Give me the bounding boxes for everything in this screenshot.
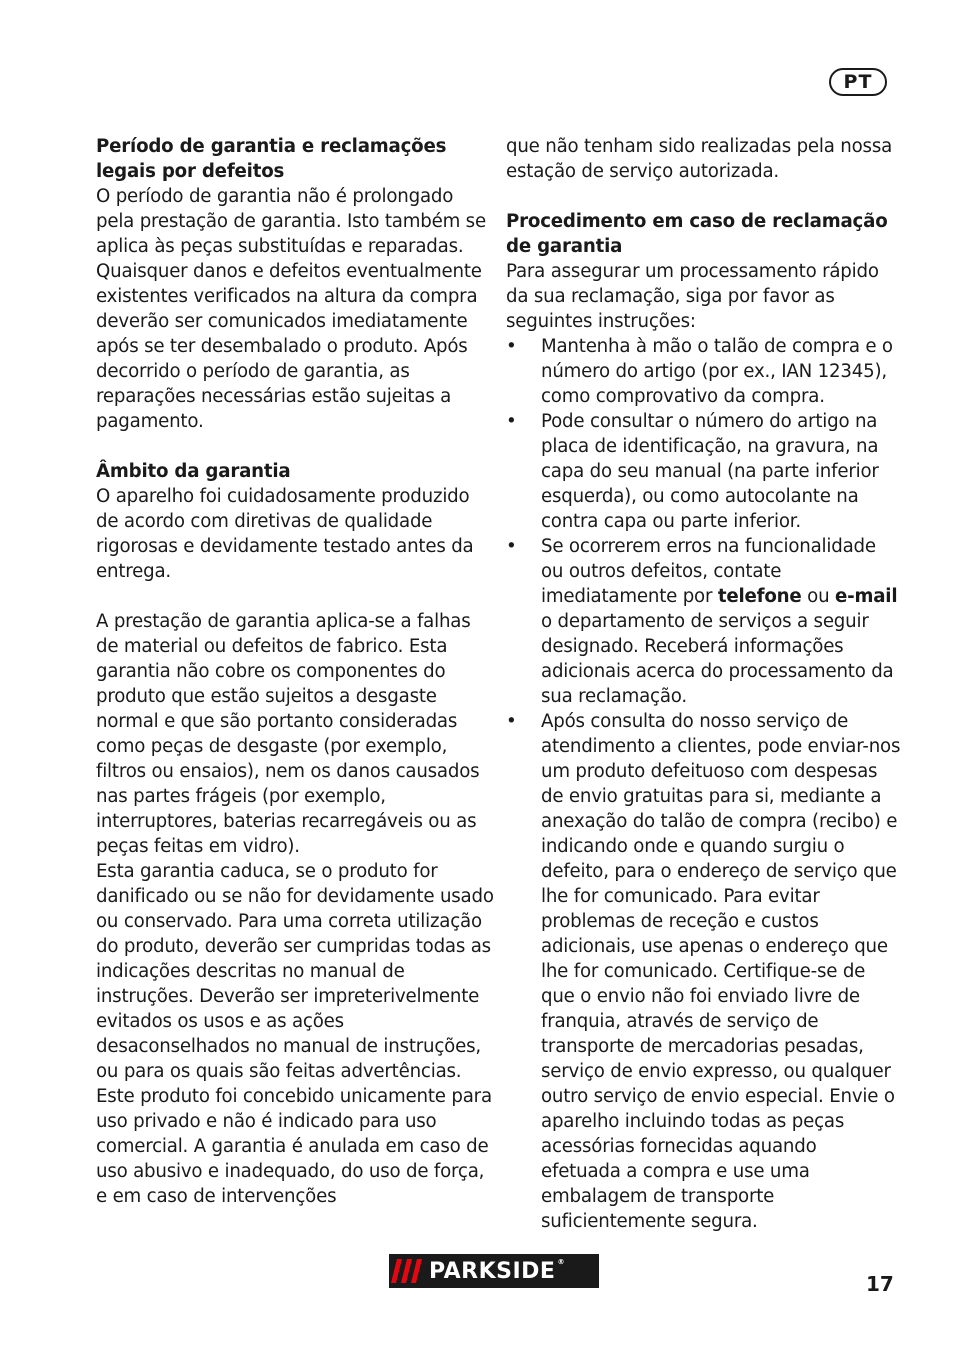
list-item-text: o departamento de serviços a seguir designado. Receberá informações adicionais acerca do processamento da sua reclamação. bbox=[541, 611, 894, 707]
email-label: e-mail bbox=[834, 586, 898, 607]
language-badge bbox=[829, 68, 887, 96]
section-title-warranty-scope: Âmbito da garantia bbox=[96, 461, 291, 482]
left-column bbox=[96, 134, 496, 1209]
paragraph-warranty-coverage: A prestação de garantia aplica-se a falhas de material ou defeitos de fabrico. Esta garantia não cobre os componentes do produto que estão sujeitos a desgaste normal e que são portanto consideradas como peças de desgaste (por exemplo, filtros ou ensaios), nem os danos causados nas partes frágeis (por exemplo, interruptores, baterias recarregáveis ou as peças feitas em vidro). bbox=[96, 611, 480, 857]
brand-wordmark: PARKSIDE bbox=[429, 1258, 556, 1284]
list-item-text: ou bbox=[801, 586, 835, 607]
language-code: PT bbox=[843, 71, 873, 93]
brand-name bbox=[427, 1254, 599, 1288]
section-title-claim-procedure: Procedimento em caso de reclamação de garantia bbox=[506, 211, 888, 257]
section-body-warranty-scope: O aparelho foi cuidadosamente produzido de acordo com diretivas de qualidade rigorosas e devidamente testado antes da entrega. bbox=[96, 486, 474, 582]
phone-label: telefone bbox=[717, 586, 802, 607]
registered-mark: ® bbox=[557, 1258, 565, 1266]
list-item-text: Se ocorrerem erros na funcionalidade ou outros defeitos, contate imediatamente por bbox=[541, 536, 876, 607]
paragraph-continuation: que não tenham sido realizadas pela nossa estação de serviço autorizada. bbox=[506, 136, 893, 182]
section-intro-claim-procedure: Para assegurar um processamento rápido da sua reclamação, siga por favor as seguintes instruções: bbox=[506, 261, 879, 332]
list-item: • Pode consultar o número do artigo na placa de identificação, na gravura, na capa do seu manual (na parte inferior esquerda), ou como autocolante na contra capa ou parte inferior. bbox=[506, 409, 901, 534]
list-item: • Mantenha à mão o talão de compra e o número do artigo (por ex., IAN 12345), como comprovativo da compra. bbox=[506, 334, 901, 409]
instruction-list bbox=[506, 334, 901, 1234]
list-item: • Após consulta do nosso serviço de atendimento a clientes, pode enviar-nos um produto defeituoso com despesas de envio gratuitas para si, mediante a anexação do talão de compra (recibo) e indicando onde e quando surgiu o defeito, para o endereço de serviço que lhe for comunicado. Para evitar problemas de receção e custos adicionais, use apenas o endereço que lhe for comunicado. Certifique-se de que o envio não foi enviado livre de franquia, através de serviço de transporte de mercadorias pesadas, serviço de envio expresso, ou qualquer outro serviço de envio especial. Envie o aparelho incluindo todas as peças acessórias fornecidas aquando efetuada a compra e use uma embalagem de transporte suficientemente segura. bbox=[506, 709, 901, 1234]
list-item bbox=[506, 534, 901, 709]
section-body-warranty-period: O período de garantia não é prolongado pela prestação de garantia. Isto também se aplica às peças substituídas e reparadas. Quaisquer danos e defeitos eventualmente existentes verificados na altura da compra deverão ser comunicados imediatamente após se ter desembalado o produto. Após decorrido o período de garantia, as reparações necessárias estão sujeitas a pagamento. bbox=[96, 186, 486, 432]
paragraph-warranty-void: Esta garantia caduca, se o produto for danificado ou se não for devidamente usado ou conservado. Para uma correta utilização do produto, deverão ser cumpridas todas as indicações descritas no manual de instruções. Deverão ser impreterivelmente evitados os usos e as ações desaconselhados no manual de instruções, ou para os quais são feitas advertências. bbox=[96, 861, 494, 1082]
page-number: 17 bbox=[866, 1272, 894, 1296]
section-title-warranty-period: Período de garantia e reclamações legais por defeitos bbox=[96, 136, 447, 182]
parkside-logo bbox=[389, 1254, 599, 1288]
paragraph-private-use: Este produto foi concebido unicamente para uso privado e não é indicado para uso comercial. A garantia é anulada em caso de uso abusivo e inadequado, do uso de força, e em caso de intervenções bbox=[96, 1086, 492, 1207]
parkside-stripes-icon bbox=[389, 1254, 427, 1288]
right-column bbox=[506, 134, 901, 1234]
